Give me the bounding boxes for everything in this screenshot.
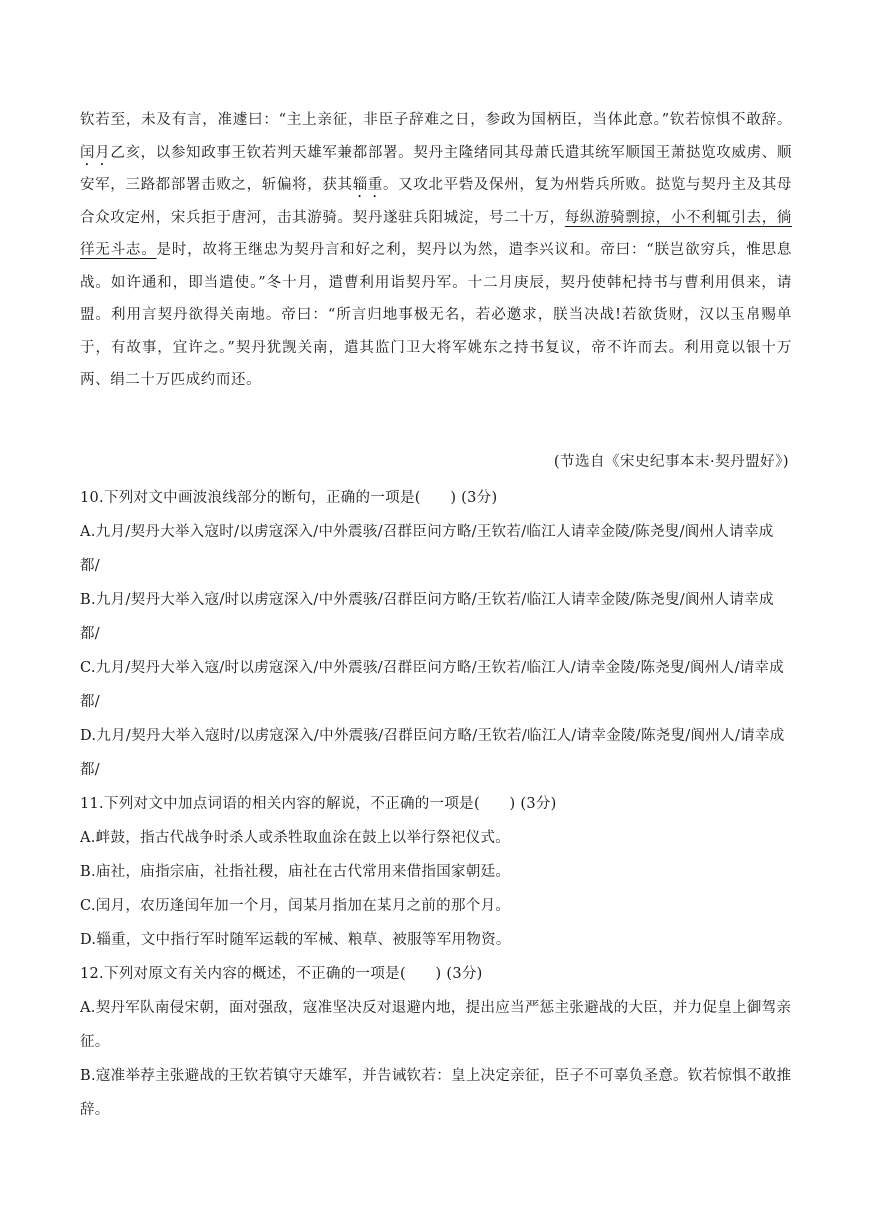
question-11 [80,787,792,957]
option-c: C.闰月，农历逢闰年加一个月，闰某月指加在某月之前的那个月。 [80,898,511,914]
question-stem: 11.下列对文中加点词语的相关内容的解说，不正确的一项是( ) (3分) [80,796,557,812]
dotted-term-ziz: 辎重 [352,177,384,193]
option-c: C.九月/契丹大举入寇/时以虏寇深入/中外震骇/召群臣问方略/王钦若/临江人/请幸金陵/陈尧叟/阆州人/请幸成都/ [80,660,785,710]
passage-text: 钦若至，未及有言，准遽曰：“主上亲征，非臣子辞难之日，参政为国柄臣，当体此意。”钦若惊惧不敢辞。 [80,112,792,128]
passage-text: 乙亥，以参知政事王钦若判天雄军兼都部署。契丹主隆绪同其母萧氏遣其统军顺国王萧挞览攻威虏、顺安军，三路都部署击败之，斩偏将，获其 [80,144,793,193]
option-b: B.寇准举荐主张避战的王钦若镇守天雄军，并告诫钦若：皇上决定亲征，臣子不可辜负圣意。钦若惊惧不敢推辞。 [80,1068,792,1118]
option-a: A.衅鼓，指古代战争时杀人或杀牲取血涂在鼓上以举行祭祀仪式。 [80,830,511,846]
passage-paragraph [80,104,792,397]
passage-text: 。又攻北平砦及保州，复为州砦兵所败。挞览与契丹主及其母合众攻定州，宋兵拒于唐河，击其游骑。契丹遂驻兵阳城淀，号二十万， [80,177,793,226]
option-b: B.庙社，庙指宗庙，社指社稷，庙社在古代常用来借指国家朝廷。 [80,864,511,880]
option-a: A.契丹军队南侵宋朝，面对强敌，寇准坚决反对退避内地，提出应当严惩主张避战的大臣，并力促皇上御驾亲征。 [80,1000,792,1050]
question-stem: 12.下列对原文有关内容的概述，不正确的一项是( ) (3分) [80,966,483,982]
question-list [80,481,792,1127]
option-a: A.九月/契丹大举入寇时/以虏寇深入/中外震骇/召群臣问方略/王钦若/临江人请幸金陵/陈尧叟/阆州人请幸成都/ [80,524,774,574]
dotted-term-runyue: 闰月 [80,144,111,161]
option-b: B.九月/契丹大举入寇/时以虏寇深入/中外震骇/召群臣问方略/王钦若/临江人请幸金陵/陈尧叟/阆州人请幸成都/ [80,592,774,642]
classical-passage [80,104,792,397]
underlined-sentence: 每纵游骑剽掠，小不利辄引去，徜徉无斗志。 [80,209,792,258]
source-citation: (节选自《宋史纪事本末·契丹盟好》) [553,454,789,470]
question-12 [80,957,792,1127]
option-d: D.辎重，文中指行军时随军运载的军械、粮草、被服等军用物资。 [80,932,511,948]
option-d: D.九月/契丹大举入寇时/以虏寇深入/中外震骇/召群臣问方略/王钦若/临江人/请幸金陵/陈尧叟/阆州人/请幸成都/ [80,728,785,778]
question-10 [80,481,792,787]
passage-text: 是时，故将王继忠为契丹言和好之利，契丹以为然，遣李兴议和。帝曰：“朕岂欲穷兵，惟思息战。如许通和，即当遣使。”冬十月，遣曹利用诣契丹军。十二月庚辰，契丹使韩杞持书与曹利用俱来，请盟。利用言契丹欲得关南地。帝曰：“所言归地事极无名，若必邀求，朕当决战!若欲货财，汉以玉帛赐单于，有故事，宜许之。”契丹犹觊关南，遣其监门卫大将军姚东之持书复议，帝不许而去。利用竟以银十万两、绢二十万匹成约而还。 [80,242,793,388]
question-stem: 10.下列对文中画波浪线部分的断句，正确的一项是( ) (3分) [80,490,498,506]
